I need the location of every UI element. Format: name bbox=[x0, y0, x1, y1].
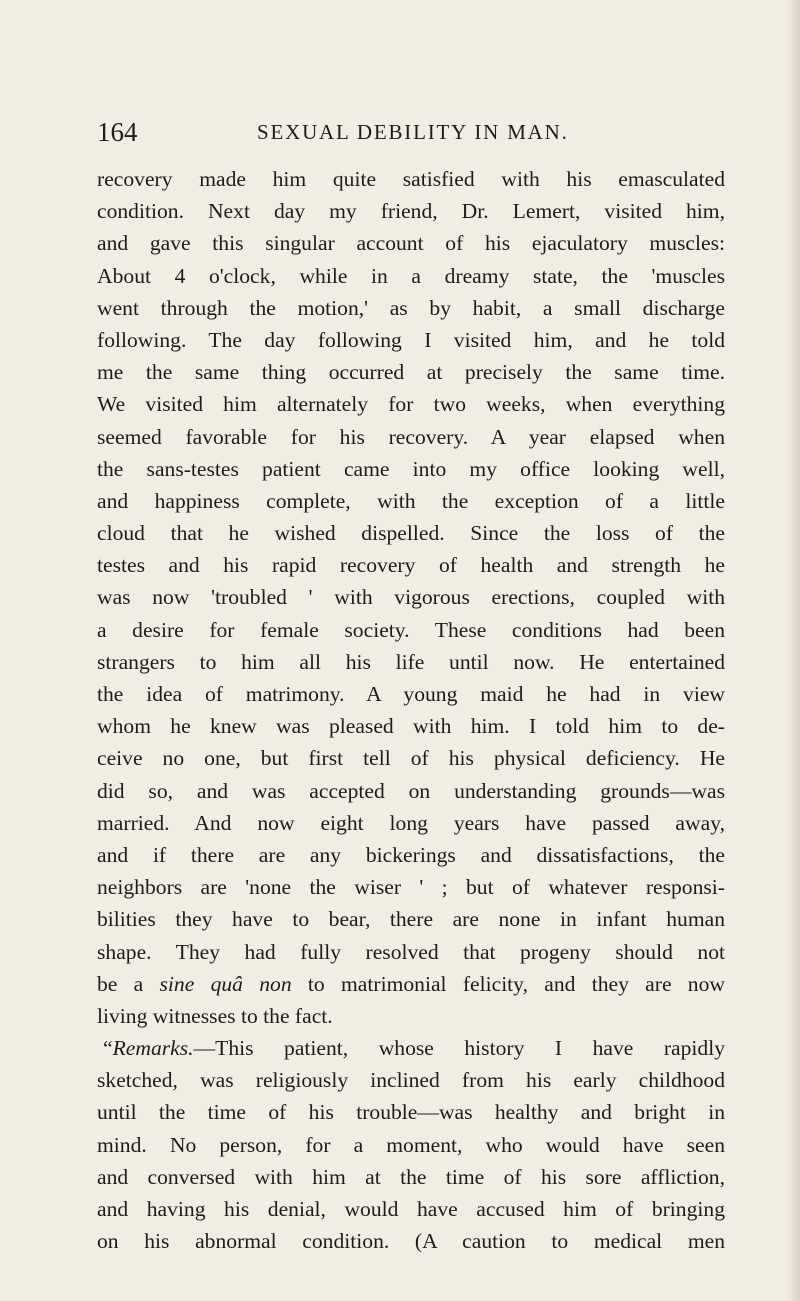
page-edge-shadow bbox=[786, 0, 800, 1301]
text-line: strangers to him all his life until now. He entertained bbox=[97, 649, 725, 674]
text-line: ceive no one, but first tell of his physical deficiency. He bbox=[97, 746, 725, 771]
text-line-paragraph-end: living witnesses to the fact. bbox=[97, 1003, 333, 1028]
text-line: and having his denial, would have accused him of bringing bbox=[97, 1197, 725, 1221]
text-line: and gave this singular account of his ejaculatory muscles: bbox=[97, 231, 725, 256]
text-line: neighbors are 'none the wiser ' ; but of whatever responsi- bbox=[97, 875, 725, 900]
text-line: the idea of matrimony. A young maid he had in view bbox=[97, 682, 725, 706]
text-line: condition. Next day my friend, Dr. Lemert, visited him, bbox=[97, 199, 725, 224]
text-line: We visited him alternately for two weeks, when everything bbox=[97, 392, 725, 417]
body-text bbox=[97, 163, 725, 1257]
text-line: recovery made him quite satisfied with his emasculated bbox=[97, 167, 725, 191]
text-line: a desire for female society. These conditions had been bbox=[97, 617, 725, 642]
open-quote: “ bbox=[103, 1036, 113, 1061]
line-text-before: be a bbox=[97, 971, 160, 996]
remarks-text: —This patient, whose history I have rapidly bbox=[193, 1036, 725, 1061]
text-line: did so, and was accepted on understanding grounds—was bbox=[97, 778, 725, 803]
text-line: married. And now eight long years have passed away, bbox=[97, 810, 725, 835]
remarks-heading: Remarks. bbox=[112, 1036, 194, 1061]
text-line: me the same thing occurred at precisely the same time. bbox=[97, 360, 725, 385]
text-line: and if there are any bickerings and dissatisfactions, the bbox=[97, 842, 725, 867]
text-line: and conversed with him at the time of his sore affliction, bbox=[97, 1164, 725, 1189]
text-line: until the time of his trouble—was healthy and bright in bbox=[97, 1100, 725, 1125]
text-line: About 4 o'clock, while in a dreamy state, the 'muscles bbox=[97, 263, 725, 288]
page-header bbox=[97, 116, 722, 148]
text-line: following. The day following I visited him, and he told bbox=[97, 327, 725, 352]
text-line: and happiness complete, with the exception of a little bbox=[97, 488, 725, 513]
line-text-after: to matrimonial felicity, and they are now bbox=[291, 971, 725, 996]
text-line: cloud that he wished dispelled. Since the loss of the bbox=[97, 521, 725, 546]
text-line-remarks bbox=[97, 1032, 725, 1064]
page-number: 164 bbox=[97, 117, 138, 147]
running-head: SEXUAL DEBILITY IN MAN. bbox=[257, 120, 569, 144]
text-line: seemed favorable for his recovery. A year elapsed when bbox=[97, 424, 725, 449]
latin-phrase: sine quâ non bbox=[159, 971, 292, 996]
text-line: mind. No person, for a moment, who would have seen bbox=[97, 1132, 725, 1157]
text-line: on his abnormal condition. (A caution to medical men bbox=[97, 1229, 725, 1254]
text-line: sketched, was religiously inclined from his early childhood bbox=[97, 1068, 725, 1093]
text-line-latin-phrase bbox=[97, 968, 725, 1000]
text-line: shape. They had fully resolved that progeny should not bbox=[97, 939, 725, 964]
text-line: went through the motion,' as by habit, a small discharge bbox=[97, 295, 725, 320]
text-line: bilities they have to bear, there are none in infant human bbox=[97, 907, 725, 932]
text-line: was now 'troubled ' with vigorous erections, coupled with bbox=[97, 585, 725, 610]
text-line: whom he knew was pleased with him. I told him to de- bbox=[97, 714, 725, 739]
text-line: the sans-testes patient came into my office looking well, bbox=[97, 456, 725, 481]
text-line: testes and his rapid recovery of health and strength he bbox=[97, 553, 725, 578]
